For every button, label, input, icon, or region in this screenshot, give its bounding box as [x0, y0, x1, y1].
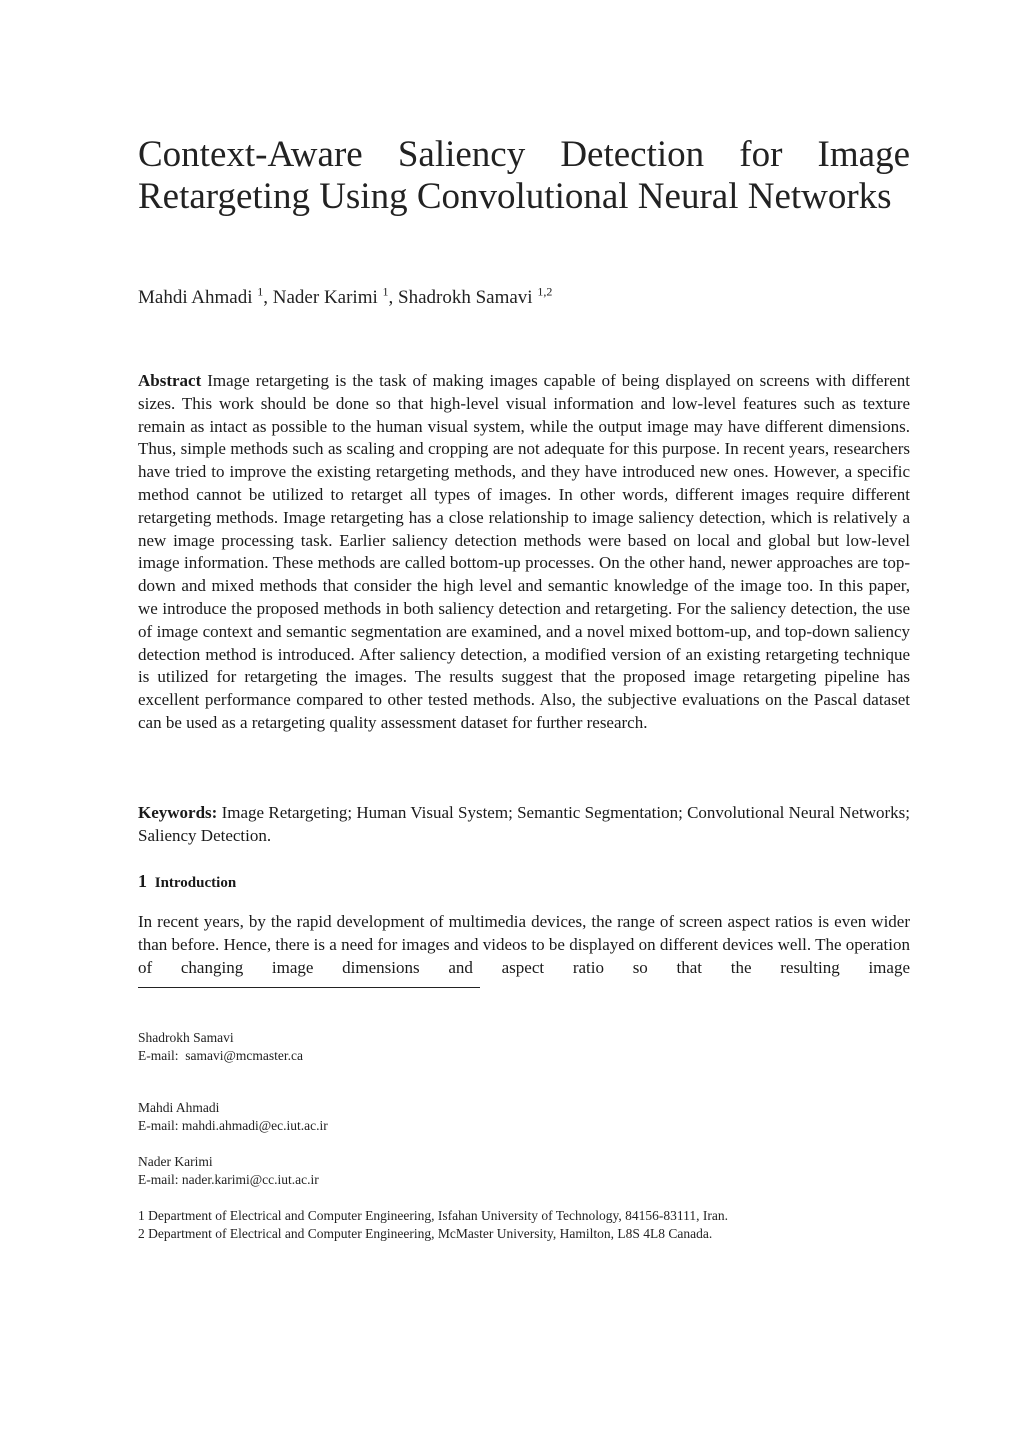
author-separator: ,: [263, 287, 273, 308]
contact-name: Mahdi Ahmadi: [138, 1100, 220, 1115]
keywords: [138, 802, 910, 848]
contact-email: mahdi.ahmadi@ec.iut.ac.ir: [181, 1118, 328, 1133]
abstract-text: Image retargeting is the task of making images capable of being displayed on screens with different sizes. This work should be done so that high-level visual information and low-level features such as texture remain as intact as possible to the human visual system, while the output image may have different dimensions. Thus, simple methods such as scaling and cropping are not adequate for this purpose. In recent years, researchers have tried to improve the existing retargeting methods, and they have introduced new ones. However, a specific method cannot be utilized to retarget all types of images. In other words, different images require different retargeting methods. Image retargeting has a close relationship to image saliency detection, which is relatively a new image processing task. Earlier saliency detection methods were based on local and global but low-level image information. These methods are called bottom-up processes. On the other hand, newer approaches are top-down and mixed methods that consider the high level and semantic knowledge of the image too. In this paper, we introduce the proposed methods in both saliency detection and retargeting. For the saliency detection, the use of image context and semantic segmentation are examined, and a novel mixed bottom-up, and top-down saliency detection method is introduced. After saliency detection, a modified version of an existing retargeting technique is utilized for retargeting the images. The results suggest that the proposed image retargeting pipeline has excellent performance compared to other tested methods. Also, the subjective evaluations on the Pascal dataset can be used as a retargeting quality assessment dataset for further research.: [138, 371, 911, 732]
email-label: E-mail:: [138, 1172, 179, 1187]
author-name: Nader Karimi: [272, 287, 378, 308]
paper-title: Context-Aware Saliency Detection for Image Retargeting Using Convolutional Neural Networks: [138, 134, 910, 217]
abstract: [138, 370, 910, 735]
contact-email-line: [138, 1047, 303, 1065]
contact-email: samavi@mcmaster.ca: [185, 1048, 304, 1063]
contact-name: Shadrokh Samavi: [138, 1030, 234, 1045]
author-list: [138, 286, 552, 310]
footnote-affiliations: [138, 1207, 728, 1243]
author-separator: ,: [388, 287, 399, 308]
affiliation-1: 1 Department of Electrical and Computer Engineering, Isfahan University of Technology, 84156-83111, Iran.: [138, 1208, 729, 1223]
author-affiliation-mark: 1: [257, 284, 264, 299]
footnote-contact: [138, 1099, 328, 1135]
contact-email: nader.karimi@cc.iut.ac.ir: [181, 1172, 319, 1187]
author-affiliation-mark: 1,2: [537, 284, 553, 299]
section-heading-introduction: [138, 870, 236, 894]
author-name: Mahdi Ahmadi: [138, 287, 253, 308]
author-affiliation-mark: 1: [382, 284, 389, 299]
keywords-text: Image Retargeting; Human Visual System; Semantic Segmentation; Convolutional Neural Networks; Saliency Detection.: [138, 803, 910, 845]
contact-email-line: [138, 1117, 328, 1135]
abstract-label: Abstract: [138, 371, 202, 390]
introduction-paragraph: In recent years, by the rapid development of multimedia devices, the range of screen aspect ratios is even wider than before. Hence, there is a need for images and videos to be displayed on different devices well. The operation of changing image dimensions and aspect ratio so that the resulting image: [138, 912, 910, 977]
keywords-label: Keywords:: [138, 803, 218, 822]
section-number: 1: [138, 871, 147, 891]
author-name: Shadrokh Samavi: [398, 287, 533, 308]
section-title: Introduction: [154, 875, 237, 891]
email-label: E-mail:: [138, 1048, 179, 1063]
contact-email-line: [138, 1171, 319, 1189]
footnote-contact: [138, 1029, 303, 1065]
footnote-divider: [138, 987, 480, 988]
footnote-contact: [138, 1153, 319, 1189]
contact-name: Nader Karimi: [138, 1154, 213, 1169]
affiliation-2: 2 Department of Electrical and Computer Engineering, McMaster University, Hamilton, L8S 4L8 Canada.: [138, 1226, 713, 1241]
email-label: E-mail:: [138, 1118, 179, 1133]
